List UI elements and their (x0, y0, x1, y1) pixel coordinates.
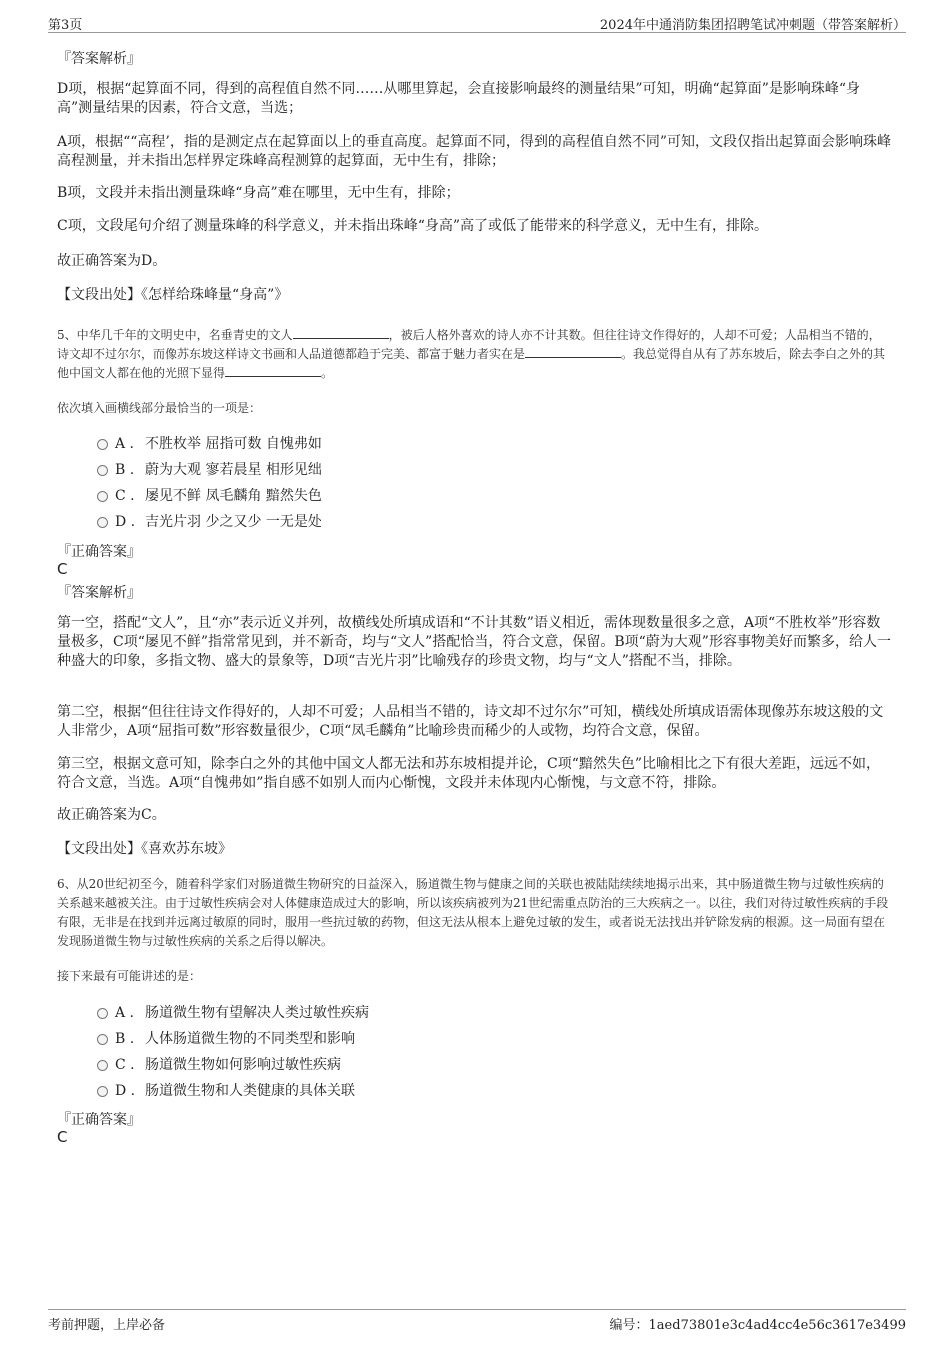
radio-icon[interactable] (97, 491, 108, 502)
q6-question-text: 6、从20世纪初至今，随着科学家们对肠道微生物研究的日益深入，肠道微生物与健康之间的关联也被陆陆续续地揭示出来，其中肠道微生物与过敏性疾病的关系越来越被关注。由于过敏性疾病会对人体健康造成过大的影响，所以该疾病被列为21世纪需重点防治的三大疾病之一。以往，我们对待过敏性疾病的手段有限，无非是在找到并远离过敏原的同时，服用一些抗过敏的药物，但这无法从根本上避免过敏的发生，或者说无法找出并铲除发病的根源。这一局面有望在发现肠道微生物与过敏性疾病的关系之后得以解决。 (57, 877, 889, 948)
q4-explanation-p1: D项，根据“起算面不同，得到的高程值自然不同……从哪里算起，会直接影响最终的测量结果”可知，明确“起算面”是影响珠峰“身高”测量结果的因素，符合文意，当选； (57, 81, 861, 116)
q4-explanation-p3: B项，文段并未指出测量珠峰“身高”难在哪里，无中生有，排除； (57, 185, 460, 201)
q5-prompt: 依次填入画横线部分最恰当的一项是： (57, 401, 262, 415)
q4-explanation-p4: C项，文段尾句介绍了测量珠峰的科学意义，并未指出珠峰“身高”高了或低了能带来的科学意义，无中生有，排除。 (57, 218, 769, 234)
q5-option-c[interactable]: C . 屡见不鲜 凤毛麟角 黯然失色 (97, 486, 322, 506)
q6-answer: C (57, 1128, 68, 1146)
q5-answer: C (57, 560, 68, 578)
radio-icon[interactable] (97, 517, 108, 528)
footer-slogan: 考前押题，上岸必备 (48, 1318, 166, 1333)
q4-source: 【文段出处】《怎样给珠峰量“身高”》 (57, 287, 289, 303)
fill-blank-2 (525, 346, 621, 358)
q6-option-b[interactable]: B . 人体肠道微生物的不同类型和影响 (97, 1029, 355, 1049)
page-number: 第3页 (48, 18, 83, 33)
q5-explanation-p1: 第一空，搭配“文人”，且“亦”表示近义并列，故横线处所填成语和“不计其数”语义相近，需体现数量很多之意，A项“不胜枚举”形容数量极多，C项“屡见不鲜”指常常见到，并不新奇，均与“文人”搭配恰当，符合文意，保留。B项“蔚为大观”形容事物美好而繁多，给人一种盛大的印象，多指文物、盛大的景象等，D项“吉光片羽”比喻残存的珍贵文物，均与“文人”搭配不当，排除。 (57, 615, 891, 669)
q6-option-c[interactable]: C . 肠道微生物如何影响过敏性疾病 (97, 1055, 341, 1075)
radio-icon[interactable] (97, 1060, 108, 1071)
radio-icon[interactable] (97, 1086, 108, 1097)
page-header (48, 10, 906, 33)
radio-icon[interactable] (97, 1008, 108, 1019)
q5-explanation-p2: 第二空，根据“但往往诗文作得好的，人却不可爱；人品相当不错的，诗文却不过尔尔”可知，横线处所填成语需体现像苏东坡这般的文人非常少，A项“屈指可数”形容数量很少，C项“凤毛麟角”比喻珍贵而稀少的人或物，均符合文意，保留。 (57, 704, 884, 739)
page-footer (48, 1309, 906, 1333)
document-code: 编号：1aed73801e3c4ad4cc4e56c3617e3499 (609, 1318, 906, 1333)
q6-option-d[interactable]: D . 肠道微生物和人类健康的具体关联 (97, 1081, 355, 1101)
q6-option-a[interactable]: A . 肠道微生物有望解决人类过敏性疾病 (97, 1003, 369, 1023)
q5-option-a[interactable]: A . 不胜枚举 屈指可数 自愧弗如 (97, 434, 322, 454)
q5-explanation-p3: 第三空，根据文意可知，除李白之外的其他中国文人都无法和苏东坡相提并论，C项“黯然失色”比喻相比之下有很大差距，远远不如，符合文意，当选。A项“自愧弗如”指自感不如别人而内心惭愧，文段并未体现内心惭愧，与文意不符，排除。 (57, 756, 881, 791)
fill-blank-3 (225, 365, 321, 377)
q6-answer-heading: 『正确答案』 (57, 1112, 141, 1128)
q5-option-d[interactable]: D . 吉光片羽 少之又少 一无是处 (97, 512, 322, 532)
radio-icon[interactable] (97, 439, 108, 450)
q5-option-b[interactable]: B . 蔚为大观 寥若晨星 相形见绌 (97, 460, 322, 480)
q4-explanation-p2: A项，根据““高程’，指的是测定点在起算面以上的垂直高度。起算面不同，得到的高程值自然不同”可知，文段仅指出起算面会影响珠峰高程测量，并未指出怎样界定珠峰高程测算的起算面，无中生有，排除； (57, 134, 892, 169)
q4-conclusion: 故正确答案为D。 (57, 253, 167, 269)
radio-icon[interactable] (97, 465, 108, 476)
q5-question-text: 5、中华几千年的文明史中，名垂青史的文人 ，被后人格外喜欢的诗人亦不计其数。但往往诗文作得好的，人却不可爱；人品相当不错的，诗文却不过尔尔，而像苏东坡这样诗文书画和人品道德都趋于完美、都富于魅力者实在是 。我总觉得自从有了苏东坡后，除去李白之外的其他中国文人都在他的光照下显得 。 (57, 328, 886, 380)
q4-explanation-heading: 『答案解析』 (57, 51, 141, 67)
q6-prompt: 接下来最有可能讲述的是： (57, 969, 202, 983)
document-title: 2024年中通消防集团招聘笔试冲刺题（带答案解析） (599, 18, 906, 33)
radio-icon[interactable] (97, 1034, 108, 1045)
q5-conclusion: 故正确答案为C。 (57, 807, 166, 823)
q5-source: 【文段出处】《喜欢苏东坡》 (57, 841, 232, 857)
fill-blank-1 (293, 327, 389, 339)
q5-answer-heading: 『正确答案』 (57, 544, 141, 560)
q5-explanation-heading: 『答案解析』 (57, 585, 141, 601)
